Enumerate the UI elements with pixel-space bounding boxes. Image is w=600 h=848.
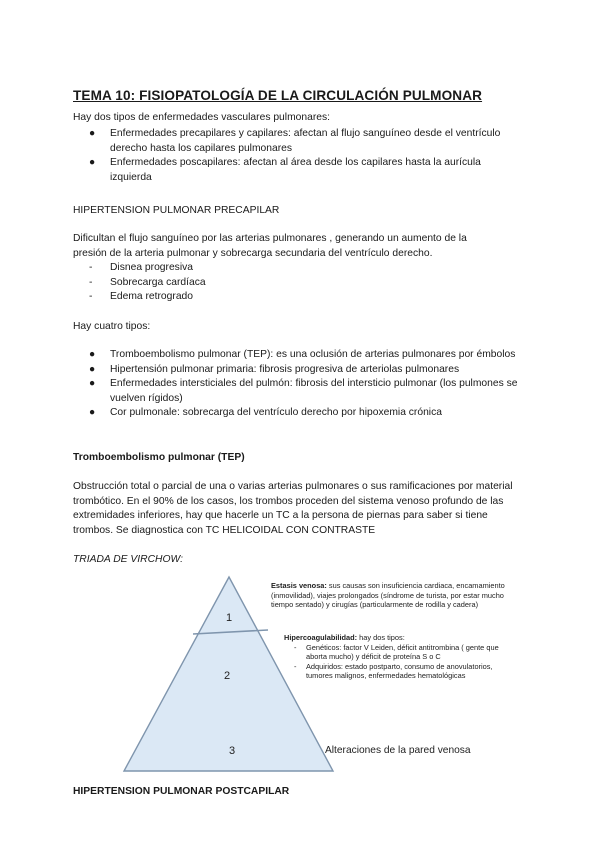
triangle-label-1: 1 [226, 612, 233, 624]
bullet-marker: ● [89, 363, 96, 375]
hiper-text: hay dos tipos: [357, 633, 405, 642]
bullet-marker: ● [89, 407, 96, 419]
estasis-note [271, 581, 523, 610]
page-title: TEMA 10: FISIOPATOLOGÍA DE LA CIRCULACIÓN PULMONAR [73, 88, 483, 103]
intro-text: Hay dos tipos de enfermedades vasculares pulmonares: [73, 112, 330, 123]
bullet-marker: ● [89, 349, 96, 360]
tep-text: Obstrucción total o parcial de una o varias arterias pulmonares o sus ramificaciones por material trombótico. En el 90% de los casos, los trombos proceden del sistema venoso profundo de las extremidades inferiores, hay que hacerle un TC a la persona de piernas para saber si tiene trombos. Se diagnostica con TC HELICOIDAL CON CONTRASTE [73, 481, 513, 536]
list-item-text: Tromboembolismo pulmonar (TEP): es una oclusión de arterias pulmonares por émbolos [110, 349, 516, 360]
list-item [284, 643, 516, 662]
heading-precapilar: HIPERTENSION PULMONAR PRECAPILAR [73, 205, 280, 216]
list-item-text: Sobrecarga cardíaca [110, 276, 206, 288]
precapilar-text: Dificultan el flujo sanguíneo por las arterias pulmonares , generando un aumento de la presión de la arteria pulmonar y sobrecarga secundaria del ventrículo derecho. [73, 233, 467, 259]
triangle-label-3: 3 [229, 745, 236, 757]
heading-tep: Tromboembolismo pulmonar (TEP) [73, 452, 245, 463]
list-item-text: Enfermedades intersticiales del pulmón: fibrosis del intersticio pulmonar (los pulmones se vuelven rígidos) [110, 378, 518, 404]
bullet-marker: - [294, 661, 297, 671]
estasis-title: Estasis venosa: [271, 581, 327, 590]
hiper-title: Hipercoagulabilidad: [284, 633, 358, 642]
bullet-marker: - [89, 291, 93, 303]
list-item-text: Adquiridos: estado postparto, consumo de anovulatorios, tumores malignos, enfermedades hematológicas [306, 661, 493, 681]
list-item-text: Cor pulmonale: sobrecarga del ventrículo derecho por hipoxemia crónica [110, 407, 442, 419]
list-item-text: Disnea progresiva [110, 262, 193, 273]
four-types-intro: Hay cuatro tipos: [73, 321, 151, 332]
bullet-marker: - [294, 642, 297, 652]
list-item-text: Enfermedades poscapilares: afectan al área desde los capilares hasta la aurícula izquierda [110, 157, 481, 183]
bullet-marker: ● [89, 378, 96, 390]
heading-postcapilar: HIPERTENSION PULMONAR POSTCAPILAR [73, 786, 290, 797]
list-item [284, 662, 516, 681]
hiper-list [284, 643, 516, 681]
triangle-label-2: 2 [224, 670, 231, 682]
list-item-text: Edema retrogrado [110, 291, 193, 303]
pared-note: Alteraciones de la pared venosa [325, 745, 471, 756]
hipercoagulabilidad-note [284, 633, 516, 681]
estasis-text: sus causas son insuficiencia cardiaca, encamamiento (inmovilidad), viajes prolongados (síndrome de turista, por estar mucho tiempo sentado) y cirugías (particularmente de rodilla y cadera) [271, 581, 505, 610]
bullet-marker: ● [89, 128, 96, 139]
list-item-text: Enfermedades precapilares y capilares: afectan al flujo sanguíneo desde el ventrículo derecho hasta los capilares pulmonares [110, 128, 501, 154]
bullet-marker: ● [89, 157, 96, 169]
list-item-text: Hipertensión pulmonar primaria: fibrosis progresiva de arteriolas pulmonares [110, 363, 460, 375]
list-item-text: Genéticos: factor V Leiden, déficit antitrombina ( gente que aborta mucho) y déficit de proteína S o C [306, 642, 499, 662]
bullet-marker: - [89, 276, 93, 288]
triad-label: TRIADA DE VIRCHOW: [73, 554, 184, 565]
bullet-marker: - [89, 262, 93, 273]
